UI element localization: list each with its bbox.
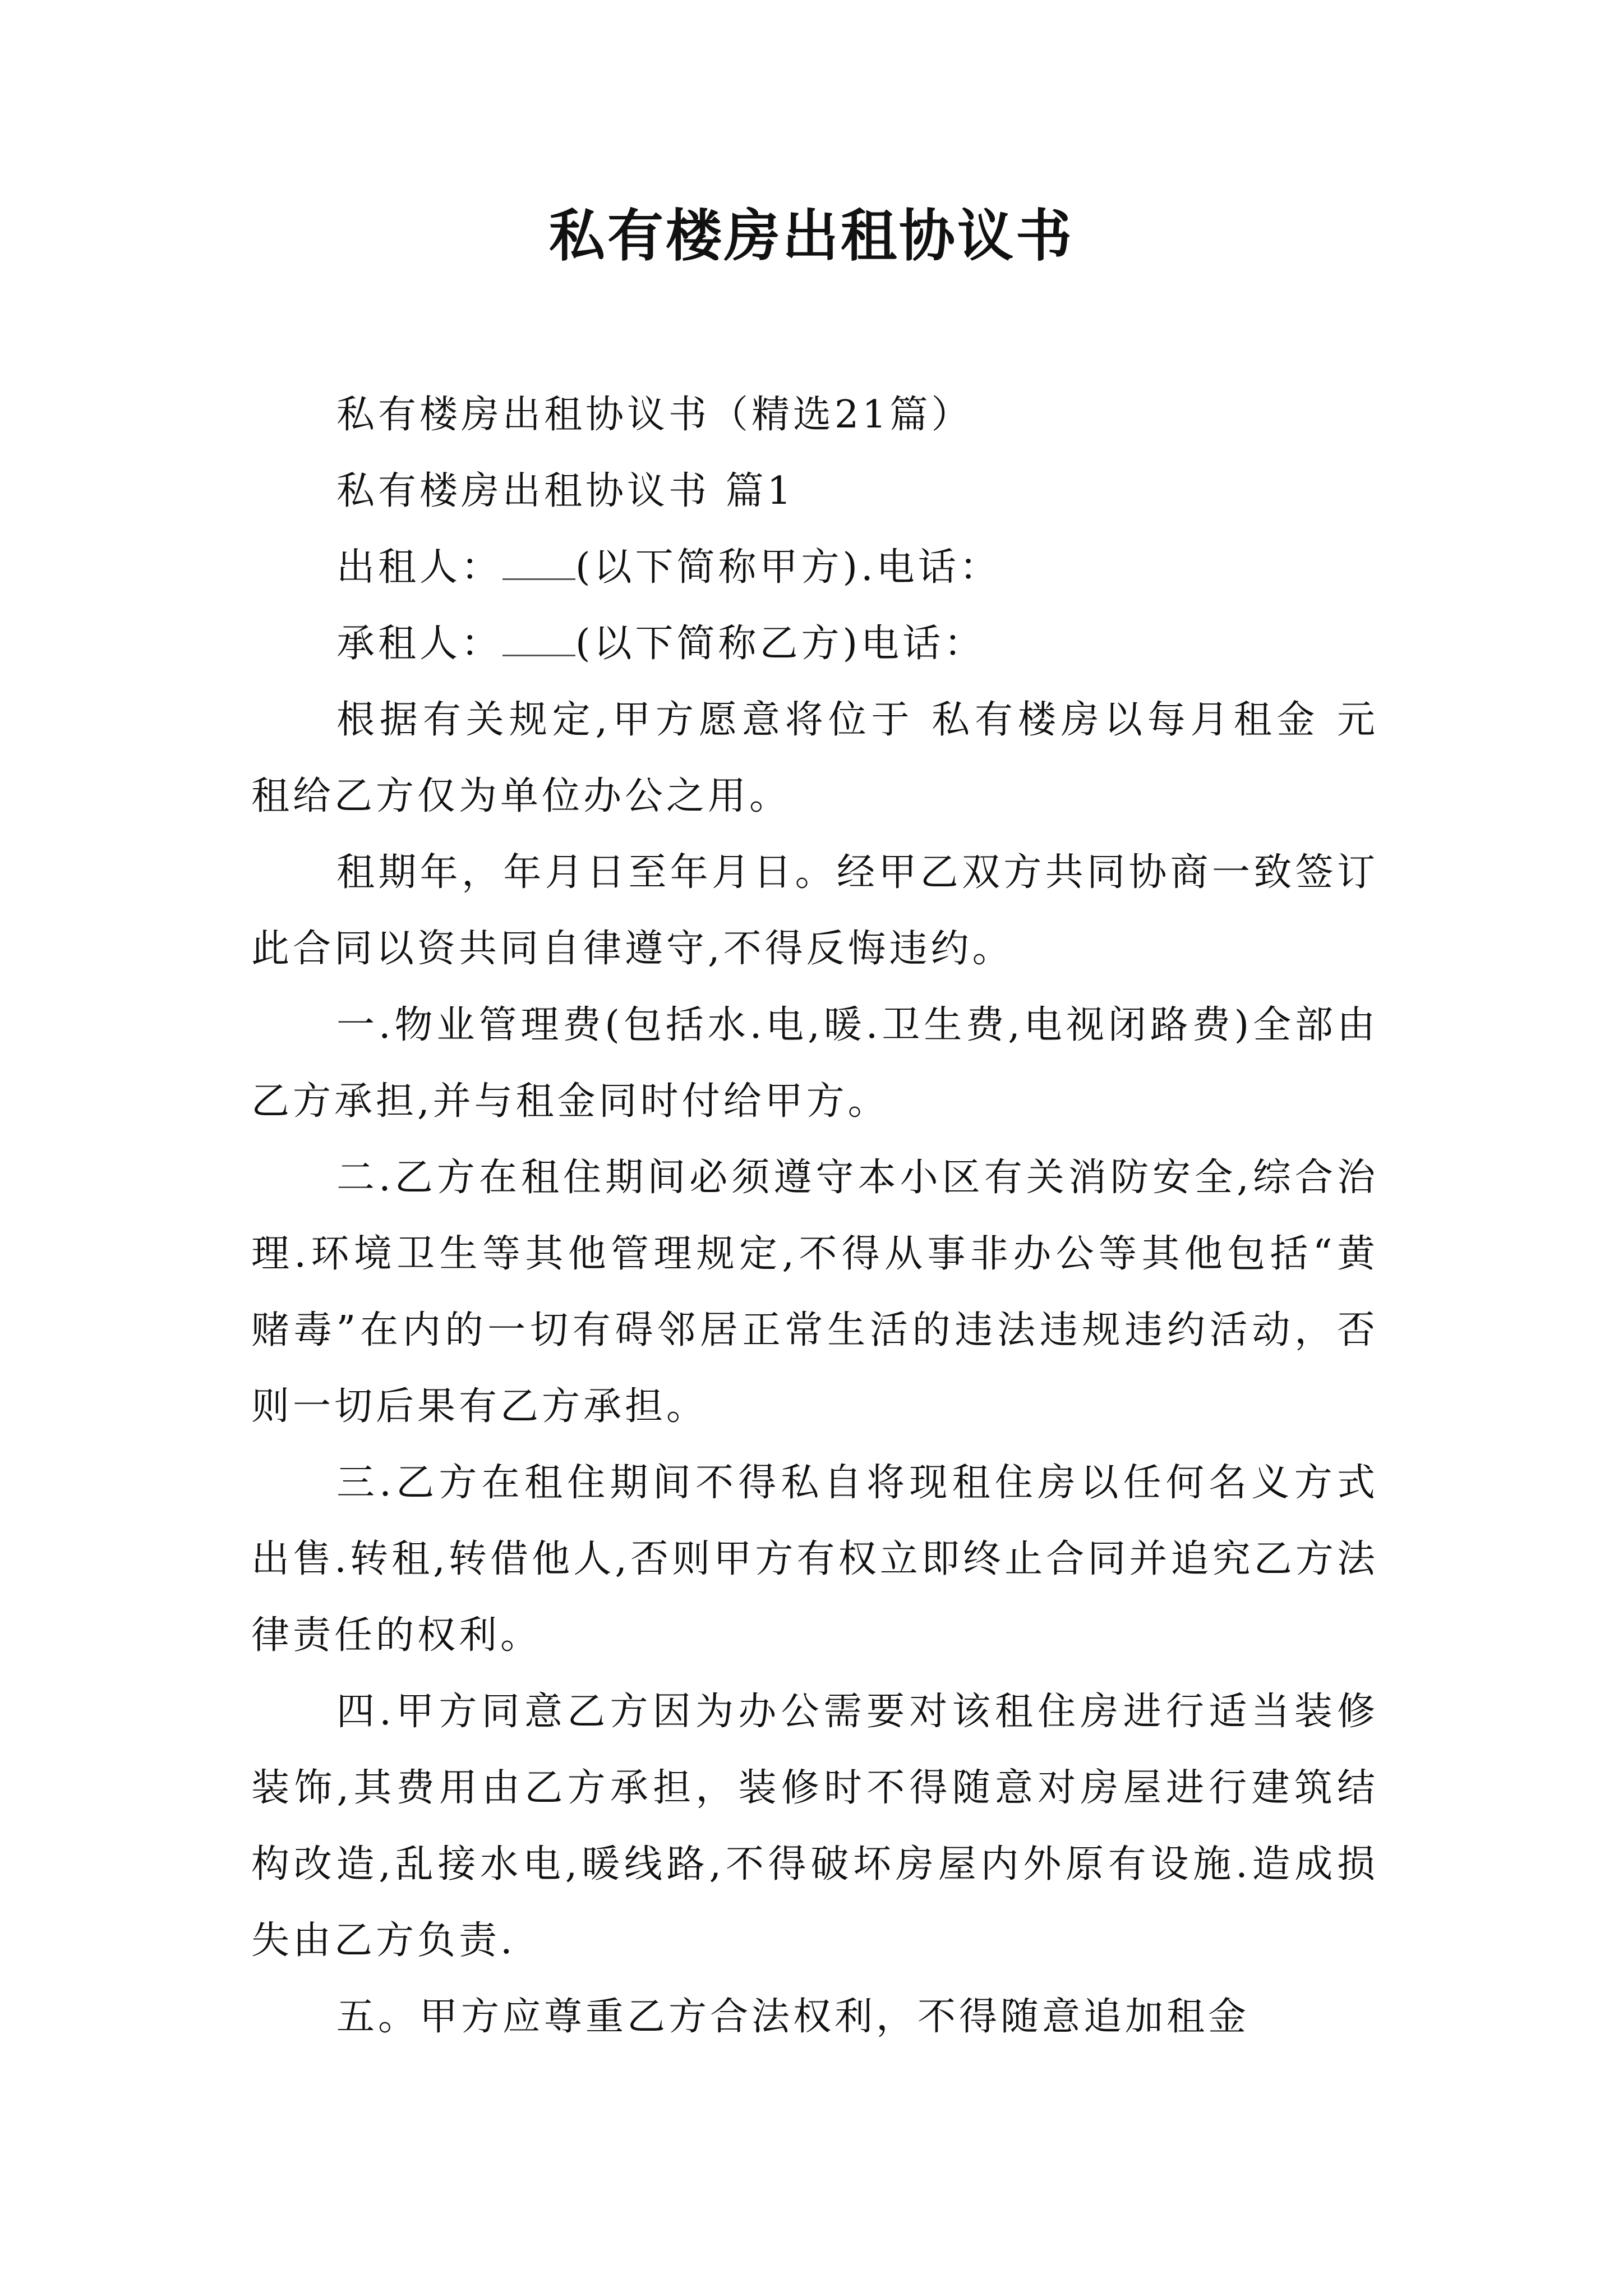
section-heading: 私有楼房出租协议书 篇1	[336, 469, 795, 513]
lessee-suffix: (以下简称乙方)电话：	[575, 622, 986, 666]
lessee-blank	[502, 621, 575, 656]
paragraph: 一.物业管理费(包括水.电,暖.卫生费,电视闭路费)全部由乙方承担,并与租金同时付给甲方。	[251, 1003, 1378, 1124]
paragraph: 四.甲方同意乙方因为办公需要对该租住房进行适当装修装饰,其费用由乙方承担，装修时不得随意对房屋进行建筑结构改造,乱接水电,暖线路,不得破坏房屋内外原有设施.造成损失由乙方负责.	[251, 1690, 1378, 1963]
document-body	[251, 377, 1378, 2055]
lessee-line	[251, 606, 1378, 682]
paragraph: 租期年，年月日至年月日。经甲乙双方共同协商一致签订此合同以资共同自律遵守,不得反悔违约。	[251, 850, 1378, 971]
document-title: 私有楼房出租协议书	[549, 203, 1074, 269]
paragraph: 根据有关规定,甲方愿意将位于 私有楼房以每月租金 元租给乙方仅为单位办公之用。	[251, 698, 1378, 818]
document-subtitle: 私有楼房出租协议书（精选21篇）	[336, 393, 973, 437]
paragraph: 五。甲方应尊重乙方合法权利，不得随意追加租金	[336, 1995, 1250, 2039]
lessor-suffix: (以下简称甲方).电话：	[575, 545, 1001, 590]
paragraph: 三.乙方在租住期间不得私自将现租住房以任何名义方式出售.转租,转借他人,否则甲方有权立即终止合同并追究乙方法律责任的权利。	[251, 1461, 1378, 1658]
lessor-label: 出租人：	[336, 545, 503, 590]
lessee-label: 承租人：	[336, 622, 503, 666]
lessor-line	[251, 530, 1378, 606]
paragraph: 二.乙方在租住期间必须遵守本小区有关消防安全,综合治理.环境卫生等其他管理规定,不得从事非办公等其他包括“黄赌毒”在内的一切有碍邻居正常生活的违法违规违约活动，否则一切后果有乙方承担。	[251, 1156, 1378, 1429]
lessor-blank	[502, 545, 575, 580]
